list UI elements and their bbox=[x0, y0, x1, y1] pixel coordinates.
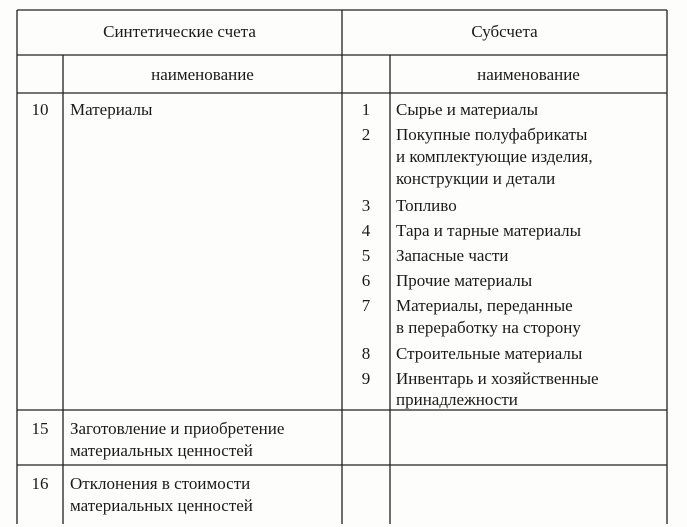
account-name-continued: материальных ценностей bbox=[70, 496, 253, 515]
subaccount-name: Материалы, переданные bbox=[396, 296, 573, 315]
account-name-continued: материальных ценностей bbox=[70, 441, 253, 460]
account-name: Материалы bbox=[70, 100, 153, 119]
account-code: 10 bbox=[31, 100, 49, 119]
subaccount-name: Сырье и материалы bbox=[396, 100, 539, 119]
subaccount-number: 7 bbox=[361, 296, 371, 315]
account-code: 15 bbox=[31, 419, 49, 438]
subaccount-name-continued: и комплектующие изделия, bbox=[396, 147, 593, 166]
header-name-subaccount: наименование bbox=[477, 65, 580, 84]
subaccount-number: 2 bbox=[361, 125, 371, 144]
account-name: Отклонения в стоимости bbox=[70, 474, 251, 493]
header-name-synthetic: наименование bbox=[151, 65, 254, 84]
subaccount-name-continued: принадлежности bbox=[396, 390, 518, 409]
account-code: 16 bbox=[31, 474, 49, 493]
account-name: Заготовление и приобретение bbox=[70, 419, 285, 438]
subaccount-number: 6 bbox=[361, 271, 371, 290]
subaccount-name-continued: конструкции и детали bbox=[396, 169, 556, 188]
subaccount-name-continued: в переработку на сторону bbox=[396, 318, 581, 337]
header-subaccounts: Субсчета bbox=[471, 22, 538, 41]
subaccount-number: 3 bbox=[361, 196, 371, 215]
subaccount-number: 5 bbox=[361, 246, 371, 265]
subaccount-number: 4 bbox=[361, 221, 371, 240]
subaccount-name: Прочие материалы bbox=[396, 271, 533, 290]
subaccount-number: 9 bbox=[361, 369, 371, 388]
header-synthetic-accounts: Синтетические счета bbox=[103, 22, 256, 41]
subaccount-number: 1 bbox=[361, 100, 371, 119]
subaccount-name: Запасные части bbox=[396, 246, 509, 265]
subaccount-name: Тара и тарные материалы bbox=[396, 221, 582, 240]
subaccount-number: 8 bbox=[361, 344, 371, 363]
subaccount-name: Топливо bbox=[396, 196, 457, 215]
subaccount-name: Строительные материалы bbox=[396, 344, 583, 363]
subaccount-name: Покупные полуфабрикаты bbox=[396, 125, 588, 144]
subaccount-name: Инвентарь и хозяйственные bbox=[396, 369, 599, 388]
